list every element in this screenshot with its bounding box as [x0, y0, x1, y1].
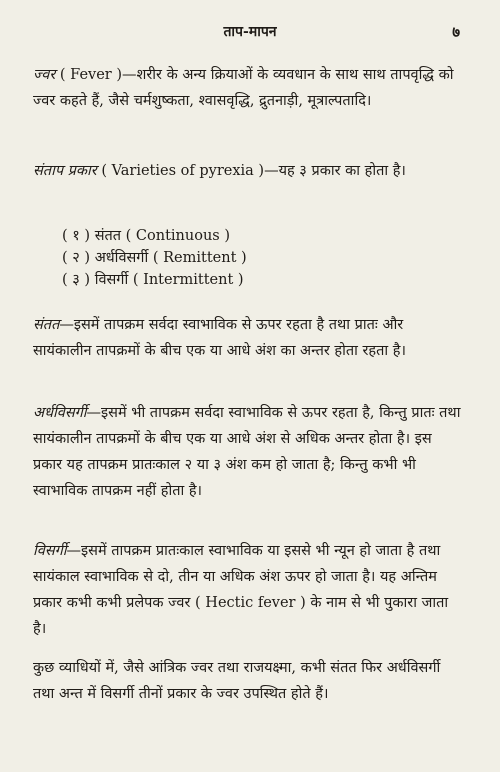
remittent-term: अर्धविसर्गी	[33, 405, 87, 421]
page-number: ७	[452, 23, 460, 41]
list-item-number: ( २ )	[62, 250, 91, 266]
continuous-term: संतत	[33, 317, 60, 333]
continuous-text: —इसमें तापक्रम सर्वदा स्वाभाविक से ऊपर रहता है तथा प्रातः और सायंकालीन तापक्रमों के बीच एक या आधे अंश का अन्तर होता रहता है।	[33, 317, 406, 359]
varieties-term: संताप प्रकार	[33, 163, 97, 179]
continuous-description	[33, 312, 465, 364]
list-item	[62, 247, 247, 269]
closing-paragraph: कुछ व्याधियों में, जैसे आंत्रिक ज्वर तथा राजयक्ष्मा, कभी संतत फिर अर्धविसर्गी तथा अन्त में विसर्गी तीनों प्रकार के ज्वर उपस्थित होते हैं।	[33, 660, 441, 702]
intermittent-term: विसर्गी	[33, 543, 67, 559]
list-item-name: विसर्गी	[94, 272, 129, 288]
list-item-name: संतत	[94, 228, 122, 244]
varieties-text: ( Varieties of pyrexia )—यह ३ प्रकार का होता है।	[96, 163, 406, 179]
list-item-number: ( १ )	[62, 228, 91, 244]
remittent-text: —इसमें भी तापक्रम सर्वदा स्वाभाविक से ऊपर रहता है, किन्तु प्रातः तथा सायंकालीन तापक्रमों के बीच एक या आधे अंश से अधिक अन्तर होता है। इस प्रकार यह तापक्रम प्रातःकाल २ या ३ अंश कम हो जाता है; किन्तु कभी भी स्वाभाविक तापक्रम नहीं होता है।	[33, 405, 461, 499]
list-item-name: अर्धविसर्गी	[94, 250, 149, 266]
list-item	[62, 269, 244, 291]
list-item	[62, 225, 230, 247]
remittent-description	[33, 400, 465, 504]
pyrexia-varieties-paragraph	[33, 158, 465, 184]
fever-definition-text: ( Fever )—शरीर के अन्य क्रियाओं के व्यवधान के साथ साथ तापवृद्धि को ज्वर कहते हैं, जैसे चर्मशुष्कता, श्वासवृद्धि, द्रुतनाड़ी, मूत्राल्पतादि।	[33, 67, 454, 109]
list-item-english: ( Intermittent )	[132, 272, 244, 288]
list-item-english: ( Remittent )	[152, 250, 247, 266]
fever-term: ज्वर	[33, 67, 56, 83]
list-item-english: ( Continuous )	[125, 228, 230, 244]
intermittent-description	[33, 538, 465, 642]
list-item-number: ( ३ )	[62, 272, 91, 288]
intermittent-text: —इसमें तापक्रम प्रातःकाल स्वाभाविक या इससे भी न्यून हो जाता है तथा सायंकाल स्वाभाविक से दो, तीन या अधिक अंश ऊपर हो जाता है। यह अन्तिम प्रकार कभी कभी प्रलेपक ज्वर ( Hectic fever ) के नाम से भी पुकारा जाता है।	[33, 543, 449, 637]
page-header	[0, 22, 500, 44]
fever-definition-paragraph	[33, 62, 465, 114]
running-head: ताप-मापन	[223, 24, 277, 40]
